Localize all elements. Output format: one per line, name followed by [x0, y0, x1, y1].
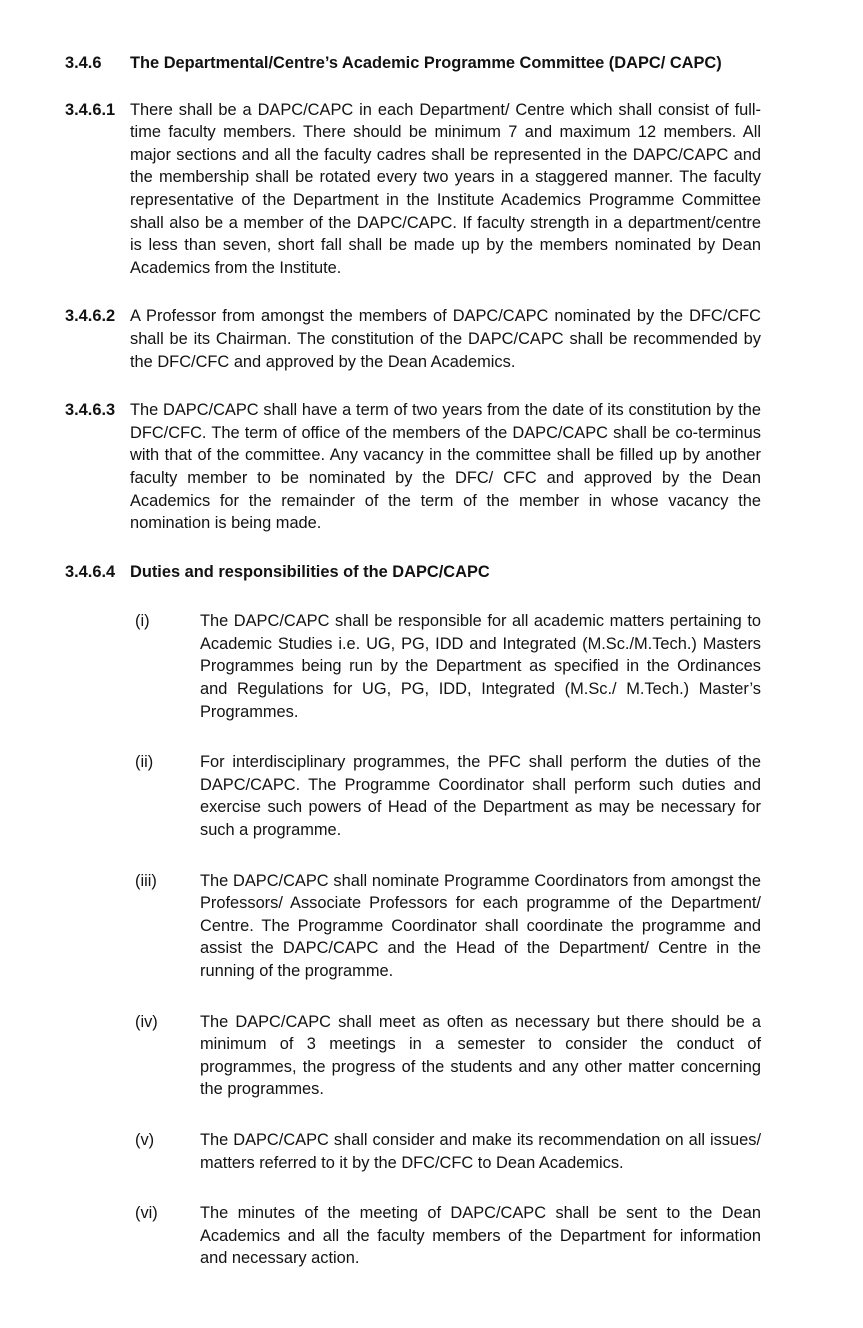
duty-item-v [135, 1129, 761, 1174]
duty-item-text: The DAPC/CAPC shall be responsible for all academic matters pertaining to Academic Studies i.e. UG, PG, IDD and Integrated (M.Sc./M.Tech.) Masters Programmes being run by the Department as specified in the Ordinances and Regulations for UG, PG, IDD, Integrated (M.Sc./ M.Tech.) Master’s Programmes. [200, 612, 761, 721]
paragraph-text: A Professor from amongst the members of DAPC/CAPC nominated by the DFC/CFC shall be its Chairman. The constitution of the DAPC/CAPC shall be recommended by the DFC/CFC and approved by the Dean Academics. [130, 307, 761, 371]
duty-item-label: (i) [135, 612, 150, 631]
duty-item-label: (iv) [135, 1012, 158, 1031]
section-heading-text: The Departmental/Centre’s Academic Programme Committee (DAPC/ CAPC) [130, 54, 722, 72]
duty-item-text: The DAPC/CAPC shall consider and make its recommendation on all issues/ matters referred to it by the DFC/CFC to Dean Academics. [200, 1130, 761, 1172]
section-heading-text: Duties and responsibilities of the DAPC/CAPC [130, 562, 490, 581]
duty-item-vi [135, 1202, 761, 1270]
paragraph-number: 3.4.6.1 [65, 100, 116, 119]
section-heading-3-4-6 [65, 52, 761, 75]
section-heading-3-4-6-4 [65, 561, 761, 584]
duty-item-iv [135, 1011, 761, 1101]
duty-item-label: (v) [135, 1130, 155, 1149]
paragraph-number: 3.4.6.2 [65, 307, 116, 326]
duty-item-text: The minutes of the meeting of DAPC/CAPC shall be sent to the Dean Academics and all the faculty members of the Department for information and necessary action. [200, 1204, 761, 1268]
duty-item-label: (ii) [135, 753, 154, 772]
section-number: 3.4.6.4 [65, 562, 116, 581]
paragraph-number: 3.4.6.3 [65, 401, 116, 420]
duty-item-text: The DAPC/CAPC shall nominate Programme Coordinators from amongst the Professors/ Associate Professors for each programme of the Department/ Centre. The Programme Coordinator shall coordinate the programme and assist the DAPC/CAPC and the Head of the Department/ Centre in the running of the programme. [200, 871, 761, 980]
duty-item-text: For interdisciplinary programmes, the PFC shall perform the duties of the DAPC/CAPC. The Programme Coordinator shall perform such duties and exercise such powers of Head of the Department as may be necessary for such a programme. [200, 753, 761, 840]
paragraph-text: There shall be a DAPC/CAPC in each Department/ Centre which shall consist of full-time faculty members. There should be minimum 7 and maximum 12 members. All major sections and all the faculty cadres shall be represented in the DAPC/CAPC and the membership shall be rotated every two years in a staggered manner. The faculty representative of the Department in the Institute Academics Programme Committee shall also be a member of the DAPC/CAPC. If faculty strength in a department/centre is less than seven, short fall shall be made up by the members nominated by Dean Academics from the Institute. [130, 100, 761, 277]
section-number: 3.4.6 [65, 54, 102, 72]
duty-item-i [135, 610, 761, 723]
paragraph-3-4-6-1 [65, 99, 761, 280]
duty-item-ii [135, 751, 761, 841]
duty-item-text: The DAPC/CAPC shall meet as often as necessary but there should be a minimum of 3 meetings in a semester to consider the conduct of programmes, the progress of the students and any other matter concerning the programmes. [200, 1012, 761, 1099]
paragraph-3-4-6-3 [65, 399, 761, 535]
duty-item-iii [135, 870, 761, 983]
duty-item-label: (iii) [135, 871, 157, 890]
duty-item-label: (vi) [135, 1204, 158, 1223]
paragraph-text: The DAPC/CAPC shall have a term of two years from the date of its constitution by the DFC/CFC. The term of office of the members of the DAPC/CAPC shall be co-terminus with that of the committee. Any vacancy in the committee shall be filled up by another faculty member to be nominated by the DFC/ CFC and approved by the Dean Academics for the remainder of the term of the member in whose vacancy the nomination is being made. [130, 401, 761, 533]
paragraph-3-4-6-2 [65, 305, 761, 373]
